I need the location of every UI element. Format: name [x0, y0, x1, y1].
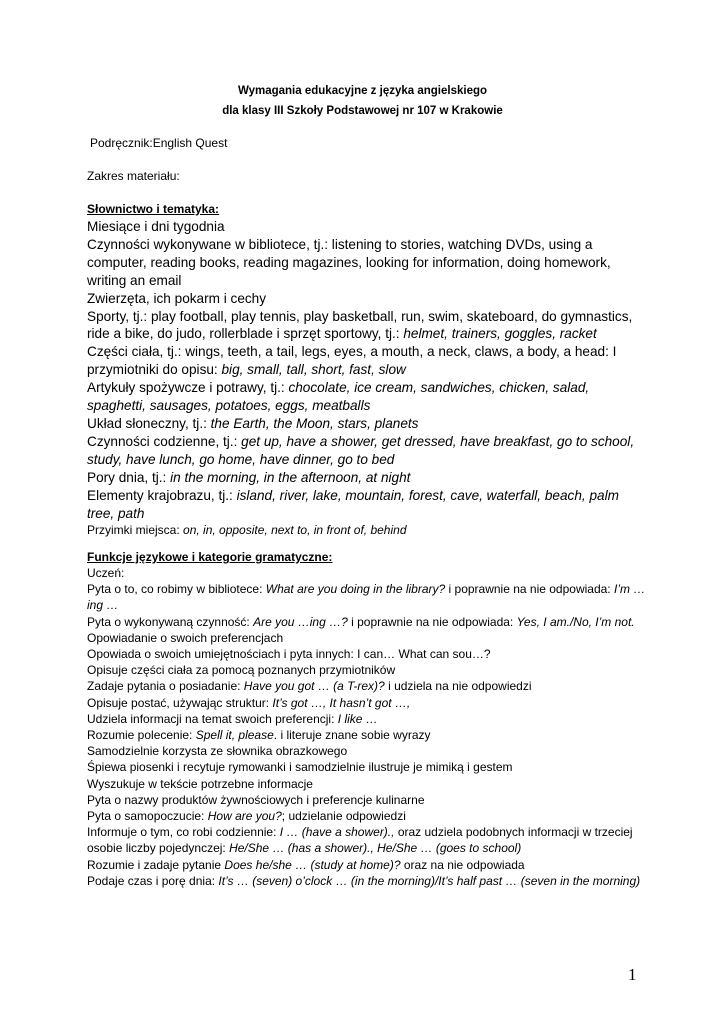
title-line-2: dla klasy III Szkoły Podstawowej nr 107 w Krakowie [222, 105, 503, 117]
text-run: Śpiewa piosenki i recytuje rymowanki i samodzielnie ilustruje je mimiką i gestem [87, 760, 513, 775]
text-run: Samodzielnie korzysta ze słownika obrazkowego [87, 744, 348, 759]
text-run: Sporty, tj.: play football, play tennis, play basketball, run, swim, skateboard, do gymnastics, ride a bike, do judo, rollerblade i sprzęt sportowy, tj.: [87, 308, 633, 342]
textbook-label: Podręcznik:English Quest [90, 136, 228, 150]
function-item [87, 727, 647, 743]
vocab-item [87, 343, 642, 379]
function-item [87, 630, 647, 646]
text-run: Elementy krajobrazu, tj.: [87, 487, 237, 503]
vocab-item [87, 308, 642, 344]
title-line-1: Wymagania edukacyjne z języka angielskiego [237, 85, 488, 97]
italic-text: Have you got … (a T-rex)? [243, 679, 385, 694]
text-run: Pyta o wykonywaną czynność: [87, 614, 254, 629]
function-item [87, 646, 647, 662]
text-run: oraz na nie odpowiada [400, 857, 525, 872]
vocab-item [87, 522, 642, 538]
vocab-item [87, 218, 642, 236]
function-item [87, 857, 647, 873]
text-run: Miesiące i dni tygodnia [87, 219, 225, 234]
italic-text: Spell it, please [195, 728, 274, 743]
text-run: Wyszukuje w tekście potrzebne informacje [87, 776, 313, 791]
function-item [87, 614, 647, 630]
functions-list [87, 565, 647, 889]
function-item [87, 792, 647, 808]
italic-text: It’s got …, It hasn’t got …, [272, 695, 411, 710]
italic-text: get up, have a shower, get dressed, have breakfast, go to school, study, have lunch, go home, have dinner, go to bed [87, 433, 635, 467]
text-run: Opisuje postać, używając struktur: [87, 695, 273, 710]
text-run: Przyimki miejsca: [87, 523, 184, 538]
italic-text: Does he/she … (study at home)? [224, 857, 401, 872]
italic-text: He/She … (has a shower)., He/She … (goes to school) [229, 841, 522, 856]
text-run: Pory dnia, tj.: [87, 469, 171, 485]
text-run: . i literuje znane sobie wyrazy [273, 728, 431, 743]
italic-text: chocolate, ice cream, sandwiches, chicken, salad, spaghetti, sausages, potatoes, eggs, meatballs [87, 380, 590, 414]
text-run: i udziela na nie odpowiedzi [384, 679, 532, 694]
scope-label: Zakres materiału: [87, 169, 180, 183]
text-run: i poprawnie na nie odpowiada: [347, 614, 517, 629]
text-run: Pyta o to, co robimy w bibliotece: [87, 582, 266, 597]
text-run: Opowiadanie o swoich preferencjach [87, 630, 284, 645]
text-run: Układ słoneczny, tj.: [87, 415, 211, 431]
italic-text: the Earth, the Moon, stars, planets [210, 415, 419, 431]
italic-text: big, small, tall, short, fast, slow [221, 362, 406, 378]
text-run: Czynności wykonywane w bibliotece, tj.: listening to stories, watching DVDs, using a computer, reading books, reading magazines, looking for information, doing homework, writing an email [87, 236, 611, 288]
text-run: Pyta o nazwy produktów żywnościowych i preferencje kulinarne [87, 792, 425, 807]
text-run: ; udzielanie odpowiedzi [281, 809, 406, 824]
function-item [87, 565, 647, 581]
vocab-item [87, 487, 642, 523]
vocab-item [87, 415, 642, 433]
vocab-item [87, 290, 642, 308]
text-run: Zadaje pytania o posiadanie: [87, 679, 244, 694]
text-run: i poprawnie na nie odpowiada: [445, 582, 614, 597]
italic-text: Are you …ing …? [253, 614, 348, 629]
text-run: Zwierzęta, ich pokarm i cechy [87, 290, 267, 306]
italic-text: island, river, lake, mountain, forest, cave, waterfall, beach, palm tree, path [87, 487, 619, 521]
text-run: Podaje czas i porę dnia: [87, 873, 219, 888]
italic-text: How are you? [207, 809, 282, 824]
page-number: 1 [628, 965, 637, 984]
function-item [87, 824, 647, 856]
vocab-heading: Słownictwo i tematyka: [87, 202, 220, 216]
text-run: Informuje o tym, co robi codziennie: [87, 825, 280, 840]
vocab-item [87, 469, 642, 487]
italic-text: in the morning, in the afternoon, at night [170, 469, 411, 485]
function-item [87, 743, 647, 759]
text-run: Rozumie i zadaje pytanie [87, 857, 225, 872]
function-item [87, 662, 647, 678]
vocab-item [87, 379, 642, 415]
text-run: oraz udziela podobnych informacji w trzeciej osobie liczby pojedynczej: [87, 825, 633, 856]
vocab-list [87, 218, 642, 539]
vocab-item [87, 433, 642, 469]
function-item [87, 759, 647, 775]
text-run: Opisuje części ciała za pomocą poznanych przymiotników [87, 663, 396, 678]
italic-text: helmet, trainers, goggles, racket [403, 326, 597, 342]
italic-text: What are you doing in the library? [265, 582, 446, 597]
text-run: Części ciała, tj.: wings, teeth, a tail, legs, eyes, a mouth, a neck, claws, a body, a head: I przymiotniki do opisu: [87, 344, 617, 378]
text-run: Opowiada o swoich umiejętnościach i pyta innych: I can… What can sou…? [87, 647, 491, 662]
text-run: Uczeń: [87, 566, 125, 580]
italic-text: It’s … (seven) o’clock … (in the morning)/It’s half past … (seven in the morning) [218, 873, 641, 888]
italic-text: Yes, I am./No, I’m not. [516, 614, 635, 629]
italic-text: on, in, opposite, next to, in front of, behind [183, 523, 407, 538]
text-run: Czynności codzienne, tj.: [87, 433, 242, 449]
function-item [87, 695, 647, 711]
italic-text: I … (have a shower)., [279, 825, 395, 840]
function-item [87, 873, 647, 889]
italic-text: I’m …ing … [87, 582, 646, 613]
text-run: Pyta o samopoczucie: [87, 809, 208, 824]
vocab-item [87, 236, 642, 290]
functions-heading: Funkcje językowe i kategorie gramatyczne: [87, 550, 333, 564]
function-item [87, 776, 647, 792]
italic-text: I like … [337, 711, 378, 726]
function-item [87, 711, 647, 727]
text-run: Artykuły spożywcze i potrawy, tj.: [87, 380, 289, 396]
text-run: Udziela informacji na temat swoich preferencji: [87, 711, 338, 726]
function-item [87, 808, 647, 824]
function-item [87, 678, 647, 694]
text-run: Rozumie polecenie: [87, 728, 196, 743]
function-item [87, 581, 647, 613]
